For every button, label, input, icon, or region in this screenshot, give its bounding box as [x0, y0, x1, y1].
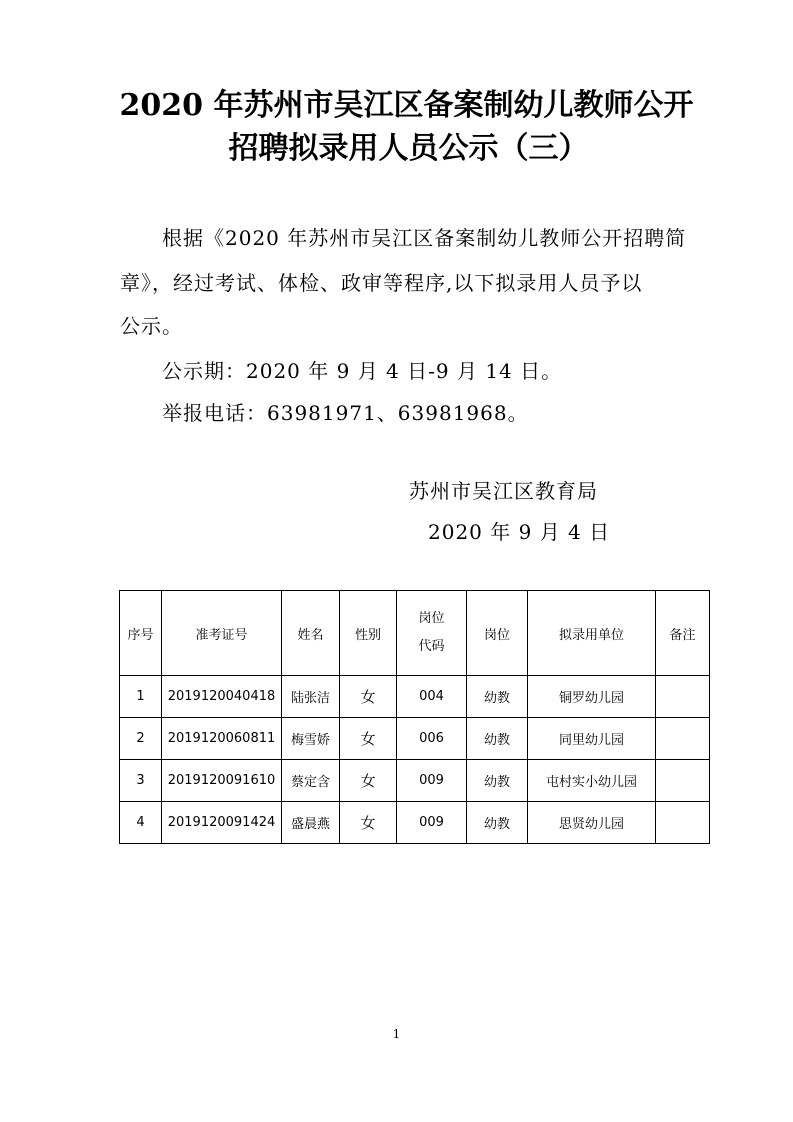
signature-organization: 苏州市吴江区教育局 — [409, 479, 598, 503]
header-unit: 拟录用单位 — [528, 591, 656, 676]
cell-unit: 铜罗幼儿园 — [528, 676, 656, 718]
cell-name: 陆张洁 — [282, 676, 340, 718]
cell-gender: 女 — [340, 718, 397, 760]
cell-gender: 女 — [340, 802, 397, 844]
table-row — [120, 718, 710, 760]
cell-remarks — [656, 802, 710, 844]
table-row — [120, 802, 710, 844]
announcement-paragraph-line-1: 根据《2020 年苏州市吴江区备案制幼儿教师公开招聘简 — [162, 226, 687, 250]
header-post-code — [397, 591, 467, 676]
signature-date: 2020 年 9 月 4 日 — [428, 520, 611, 544]
announcement-period: 公示期：2020 年 9 月 4 日-9 月 14 日。 — [162, 359, 563, 383]
cell-name: 梅雪娇 — [282, 718, 340, 760]
cell-exam-no: 2019120091424 — [162, 802, 282, 844]
header-post-code-line-2: 代码 — [418, 639, 445, 654]
cell-exam-no: 2019120040418 — [162, 676, 282, 718]
cell-seq: 3 — [120, 760, 162, 802]
cell-exam-no: 2019120091610 — [162, 760, 282, 802]
cell-gender: 女 — [340, 760, 397, 802]
hiring-list-table — [119, 590, 710, 844]
cell-post: 幼教 — [467, 676, 528, 718]
cell-seq: 2 — [120, 718, 162, 760]
cell-exam-no: 2019120060811 — [162, 718, 282, 760]
cell-gender: 女 — [340, 676, 397, 718]
cell-name: 蔡定含 — [282, 760, 340, 802]
header-seq: 序号 — [120, 591, 162, 676]
cell-post: 幼教 — [467, 802, 528, 844]
announcement-paragraph-line-2: 章》，经过考试、体检、政审等程序,以下拟录用人员予以 — [120, 271, 643, 295]
page-number: 1 — [392, 1027, 401, 1041]
cell-unit: 同里幼儿园 — [528, 718, 656, 760]
header-remarks: 备注 — [656, 591, 710, 676]
cell-remarks — [656, 760, 710, 802]
cell-post: 幼教 — [467, 718, 528, 760]
cell-post-code: 009 — [397, 760, 467, 802]
cell-unit: 思贤幼儿园 — [528, 802, 656, 844]
announcement-paragraph-line-3: 公示。 — [120, 314, 183, 338]
cell-post-code: 009 — [397, 802, 467, 844]
cell-seq: 4 — [120, 802, 162, 844]
header-post: 岗位 — [467, 591, 528, 676]
header-gender: 性别 — [340, 591, 397, 676]
document-title-line-1: 2020 年苏州市吴江区备案制幼儿教师公开 — [119, 88, 694, 123]
cell-remarks — [656, 676, 710, 718]
document-title-line-2: 招聘拟录用人员公示（三） — [228, 131, 589, 166]
cell-post: 幼教 — [467, 760, 528, 802]
table-row — [120, 760, 710, 802]
cell-seq: 1 — [120, 676, 162, 718]
cell-post-code: 006 — [397, 718, 467, 760]
cell-name: 盛晨燕 — [282, 802, 340, 844]
header-exam-no: 准考证号 — [162, 591, 282, 676]
header-name: 姓名 — [282, 591, 340, 676]
cell-post-code: 004 — [397, 676, 467, 718]
report-phone-line: 举报电话：63981971、63981968。 — [162, 401, 529, 425]
header-post-code-line-1: 岗位 — [418, 611, 445, 626]
table-row — [120, 676, 710, 718]
cell-remarks — [656, 718, 710, 760]
table-header-row — [120, 591, 710, 676]
cell-unit: 屯村实小幼儿园 — [528, 760, 656, 802]
